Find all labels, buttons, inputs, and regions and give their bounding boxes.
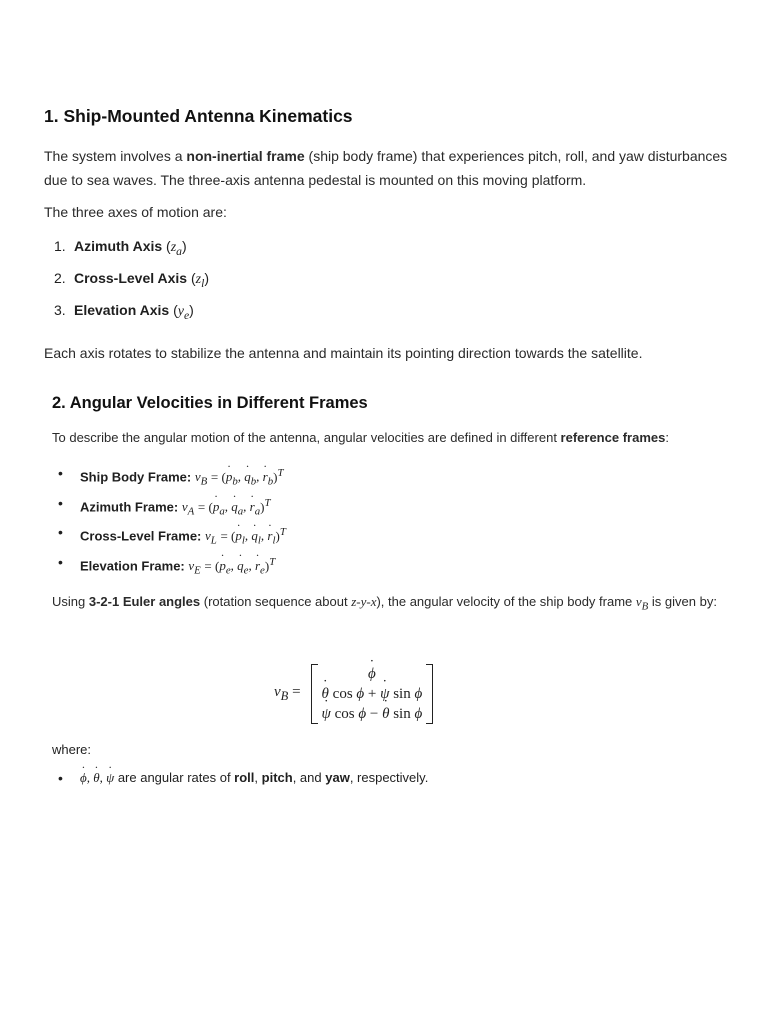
frames-list	[52, 459, 732, 577]
section-heading: 1. Ship-Mounted Antenna Kinematics	[44, 106, 353, 126]
left-bracket	[311, 664, 318, 724]
paragraph-non-inertial: The system involves a non-inertial frame (ship body frame) that experiences pitch, roll, and yaw disturbances due to sea waves. The three-axis antenna pedestal is mounted on this moving platform.	[44, 148, 728, 188]
list-item-ship-body-frame: • Ship Body Frame: $v_B = (p$ $˙_b$, q $˙_b$, r $˙_b)^T$	[52, 459, 732, 489]
section-angular-velocities	[52, 394, 732, 618]
paragraph-closing: Each axis rotates to stabilize the antenna and maintain its pointing direction towards the satellite.	[44, 345, 643, 361]
axes-list	[44, 230, 734, 326]
angular-velocity-matrix-equation	[274, 664, 433, 724]
paragraph-intro: To describe the angular motion of the antenna, angular velocities are defined in different reference frames:	[52, 430, 669, 445]
section-heading: 2. Angular Velocities in Different Frames	[52, 394, 368, 412]
right-bracket	[426, 664, 433, 724]
list-item-elevation-axis: 3. Elevation Axis $(y_e)$	[54, 302, 194, 322]
list-item-cross-level-frame: • Cross-Level Frame: $v_L = (p$ $˙_l$, q $˙_l$, r $˙_l)^T$	[52, 518, 732, 548]
list-item-cross-level-axis: 2. Cross-Level Axis $(z_l)$	[54, 270, 210, 290]
list-item-azimuth-axis: 1. Azimuth Axis $(z_a)$	[54, 238, 187, 258]
section-ship-kinematics	[44, 106, 734, 365]
matrix-column	[318, 664, 427, 724]
matrix-row-yaw-rate: ψ ˙ cos ϕ − θ ˙ sin ϕ	[322, 704, 423, 724]
list-item-elevation-frame: • Elevation Frame: $v_E = (p$ $˙_e$, q $˙_e$, r $˙_e)^T$	[52, 548, 732, 578]
list-item-angular-rates: • ϕ ˙, θ ˙, ψ ˙ are angular rates of roll, pitch, and yaw, respectively.	[52, 770, 428, 786]
matrix-row-pitch-rate: θ ˙ cos ϕ + ψ ˙ sin ϕ	[322, 684, 423, 704]
matrix-row-roll-rate: ϕ ˙	[322, 664, 423, 684]
list-item-azimuth-frame: • Azimuth Frame: $v_A = (p$ $˙_a$, q $˙_a$, r $˙_a)^T$	[52, 489, 732, 519]
vb-symbol: $v_B$ =	[274, 684, 301, 703]
where-label: where:	[52, 742, 92, 757]
paragraph-euler-angles: Using 3-2-1 Euler angles (rotation sequence about z-y-x), the angular velocity of the ship body frame $v_B$ is given by:	[52, 594, 717, 613]
paragraph-axes-intro: The three axes of motion are:	[44, 204, 227, 220]
